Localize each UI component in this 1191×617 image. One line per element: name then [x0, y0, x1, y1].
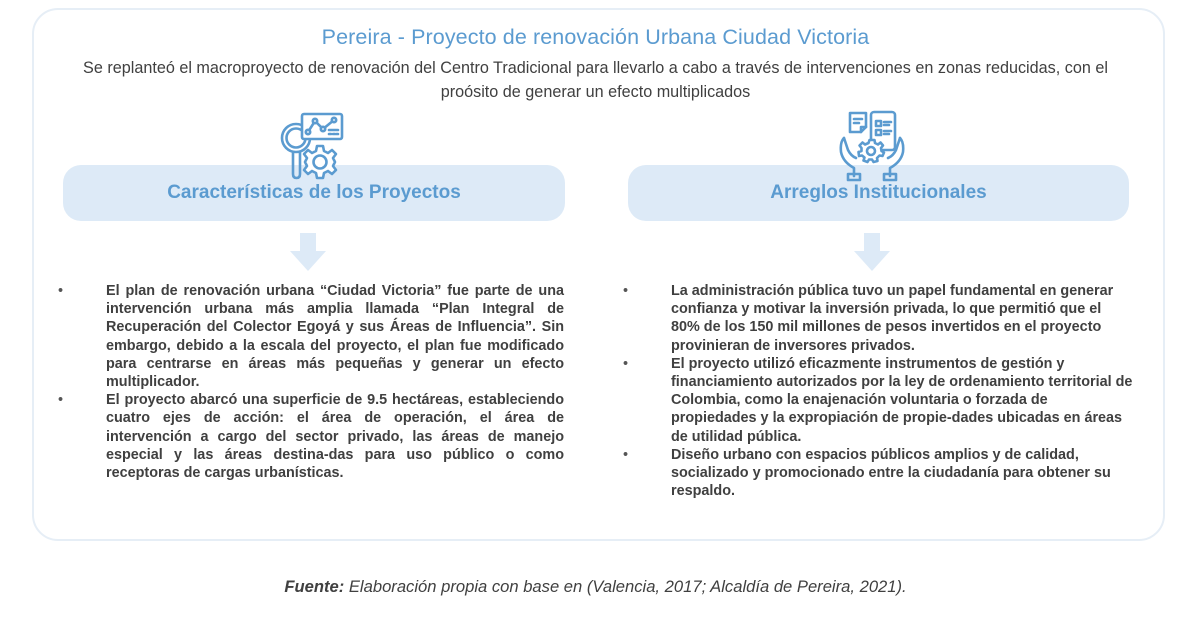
list-item-text: El proyecto utilizó eficazmente instrumentos de gestión y financiamiento autorizados por la ley de ordenamiento territorial de Colombia, como la enajenación voluntaria o forzada de propiedades y la expropiación de propie-dades ubicadas en áreas de utilidad pública.	[671, 355, 1133, 445]
hands-gear-documents-icon	[834, 108, 910, 184]
caption-text: Elaboración propia con base en (Valencia, 2017; Alcaldía de Pereira, 2021).	[344, 577, 907, 596]
list-item	[58, 282, 564, 391]
list-item-text: La administración pública tuvo un papel fundamental en generar confianza y motivar la inversión privada, lo que permitió que el 80% de los 150 mil millones de pesos invertidos en el proyecto provinieran de inversores privados.	[671, 283, 1114, 354]
header-arreglos-label: Arreglos Institucionales	[770, 182, 987, 203]
list-item	[623, 355, 1133, 446]
magnifier-chart-gear-icon	[272, 108, 348, 184]
bullet-icon: •	[623, 283, 629, 299]
list-item-text: Diseño urbano con espacios públicos amplios y de calidad, socializado y promocionado entre la ciudadanía para obtener su respaldo.	[671, 446, 1111, 500]
figure-title: Pereira - Proyecto de renovación Urbana Ciudad Victoria	[321, 25, 870, 49]
header-caracteristicas-label: Características de los Proyectos	[167, 182, 461, 203]
bullet-icon: •	[623, 355, 629, 372]
bullet-icon: •	[623, 446, 629, 463]
caption-label: Fuente:	[284, 577, 345, 596]
figure-subtitle: Se replanteó el macroproyecto de renovación del Centro Tradicional para llevarlo a cabo a través de intervenciones en zonas reducidas, con el proósito de generar un efecto multiplicados	[83, 59, 1108, 101]
caracteristicas-list	[58, 282, 564, 482]
list-item-text: El proyecto abarcó una superficie de 9.5 hectáreas, estableciendo cuatro ejes de acción: el área de operación, el área de intervención a cargo del sector privado, las áreas de manejo especial y las áreas destina-das para uso público o como receptoras de cargas urbanísticas.	[106, 392, 564, 482]
bullet-icon: •	[58, 392, 64, 409]
figure-caption	[0, 577, 1191, 597]
list-item	[623, 446, 1133, 501]
bullet-icon: •	[58, 283, 64, 299]
list-item-text: El plan de renovación urbana “Ciudad Victoria” fue parte de una intervención urbana más amplia llamada “Plan Integral de Recuperación del Colector Egoyá y sus Áreas de Influencia”. Sin embargo, debido a la escala del proyecto, el plan fue modificado para centrarse en áreas más pequeñas y generar un efecto multiplicador.	[106, 283, 564, 391]
arreglos-list	[623, 282, 1133, 500]
down-arrow-icon	[290, 233, 326, 271]
list-item	[58, 391, 564, 482]
down-arrow-icon	[854, 233, 890, 271]
list-item	[623, 282, 1133, 355]
